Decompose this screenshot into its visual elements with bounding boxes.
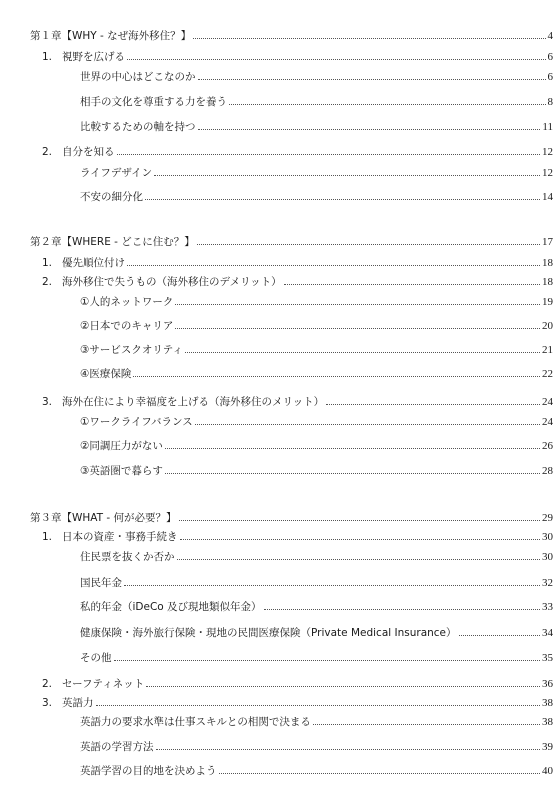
toc-dot-leader [179,519,540,521]
toc-entry-number: 1. [42,51,53,63]
toc-page-number: 11 [542,121,553,133]
toc-subsection-entry [80,577,553,590]
toc-section-entry [42,146,553,159]
toc-entry-title: 世界の中心はどこなのか [80,71,196,83]
toc-section-entry [42,51,553,64]
toc-entry-title: 優先順位付け [62,257,125,269]
toc-entry-title: ④医療保険 [80,368,132,380]
toc-page-number: 40 [542,765,553,777]
toc-entry-title: 日本の資産・事務手続き [62,531,178,543]
toc-page-number: 35 [542,652,553,664]
toc-subsection-entry [80,716,553,729]
toc-page-number: 32 [542,577,553,589]
toc-entry-title: ③サービスクオリティ [80,344,183,356]
toc-entry-title: ライフデザイン [80,167,153,179]
toc-page-number: 8 [547,96,553,108]
toc-entry-number: 3. [42,396,53,408]
toc-section-entry [42,531,553,544]
toc-dot-leader [284,283,540,285]
toc-dot-leader [146,685,540,687]
toc-page-number: 6 [547,71,553,83]
toc-entry-number: 3. [42,697,53,709]
toc-entry-title: その他 [80,652,112,664]
toc-page-number: 24 [542,396,553,408]
toc-page-number: 19 [542,296,553,308]
toc-entry-title: 住民票を抜くか否か [80,551,175,563]
toc-entry-title: 英語力の要求水準は仕事スキルとの相関で決まる [80,716,311,728]
toc-chapter-entry [30,30,553,43]
toc-dot-leader [313,723,540,725]
toc-entry-number: 2. [42,678,53,690]
toc-subsection-entry [80,416,553,429]
toc-entry-title: 健康保険・海外旅行保険・現地の民間医療保険（Private Medical Insurance） [80,627,457,639]
toc-entry-title: ①ワークライフバランス [80,416,193,428]
toc-page-number: 21 [542,344,553,356]
toc-page-number: 29 [542,512,553,524]
toc-entry-title: 私的年金（iDeCo 及び現地類似年金） [80,601,262,613]
toc-page-number: 12 [542,167,553,179]
toc-subsection-entry [80,167,553,180]
toc-subsection-entry [80,191,553,204]
toc-dot-leader [185,351,540,353]
toc-page-number: 34 [542,627,553,639]
toc-entry-title: 第１章【WHY - なぜ海外移住？】 [30,30,192,42]
toc-subsection-entry [80,465,553,478]
toc-dot-leader [219,772,541,774]
toc-entry-title: 英語力 [62,697,94,709]
toc-dot-leader [198,128,541,130]
toc-dot-leader [195,423,540,425]
toc-entry-number: 1. [42,531,53,543]
toc-dot-leader [114,659,541,661]
toc-section-entry [42,396,553,409]
toc-page-number: 22 [542,368,553,380]
toc-entry-title: 英語学習の目的地を決めよう [80,765,217,777]
toc-subsection-entry [80,551,553,564]
toc-entry-title: 英語の学習方法 [80,741,154,753]
toc-subsection-entry [80,320,553,333]
toc-page-number: 33 [542,601,553,613]
toc-dot-leader [229,103,546,105]
toc-dot-leader [175,303,540,305]
toc-entry-title: ①人的ネットワーク [80,296,174,308]
toc-dot-leader [96,704,541,706]
toc-entry-title: 第３章【WHAT - 何が必要？】 [30,512,177,524]
toc-section-entry [42,697,553,710]
toc-section-entry [42,276,553,289]
toc-page-number: 20 [542,320,553,332]
toc-subsection-entry [80,121,553,134]
toc-dot-leader [145,198,540,200]
toc-page-number: 38 [542,716,553,728]
toc-subsection-entry [80,652,553,665]
toc-dot-leader [264,608,540,610]
toc-subsection-entry [80,296,553,309]
toc-entry-title: 比較するための軸を持つ [80,121,196,133]
toc-page-number: 12 [542,146,553,158]
toc-entry-title: 国民年金 [80,577,122,589]
toc-entry-number: 1. [42,257,53,269]
toc-page-number: 30 [542,551,553,563]
toc-entry-number: 2. [42,146,53,158]
toc-subsection-entry [80,741,553,754]
toc-page-number: 24 [542,416,553,428]
toc-page-number: 39 [542,741,553,753]
toc-subsection-entry [80,71,553,84]
toc-entry-title: ②日本でのキャリア [80,320,174,332]
toc-subsection-entry [80,344,553,357]
toc-subsection-entry [80,601,553,614]
toc-dot-leader [197,243,540,245]
toc-dot-leader [127,58,546,60]
toc-entry-title: ②同調圧力がない [80,440,163,452]
toc-dot-leader [326,403,540,405]
toc-dot-leader [459,634,540,636]
toc-dot-leader [175,327,540,329]
toc-page-number: 26 [542,440,553,452]
toc-dot-leader [180,538,541,540]
toc-dot-leader [165,447,540,449]
toc-dot-leader [165,472,540,474]
toc-entry-title: セーフティネット [62,678,145,690]
toc-page-number: 28 [542,465,553,477]
toc-subsection-entry [80,765,553,778]
toc-page-number: 17 [542,236,553,248]
toc-page-number: 18 [542,276,553,288]
toc-entry-title: 海外在住により幸福度を上げる（海外移住のメリット） [62,396,325,408]
toc-dot-leader [198,78,546,80]
toc-dot-leader [133,375,540,377]
toc-chapter-entry [30,512,553,525]
toc-entry-title: ③英語圏で暮らす [80,465,163,477]
toc-entry-title: 不安の細分化 [80,191,143,203]
toc-entry-title: 相手の文化を尊重する力を養う [80,96,227,108]
toc-page-number: 38 [542,697,553,709]
toc-dot-leader [117,153,541,155]
toc-dot-leader [127,264,540,266]
toc-subsection-entry [80,96,553,109]
toc-dot-leader [154,174,540,176]
toc-subsection-entry [80,368,553,381]
toc-page-number: 6 [547,51,553,63]
toc-dot-leader [193,37,545,39]
toc-section-entry [42,678,553,691]
toc-dot-leader [156,748,541,750]
toc-chapter-entry [30,236,553,249]
toc-subsection-entry [80,440,553,453]
toc-page-number: 36 [542,678,553,690]
toc-entry-title: 海外移住で失うもの（海外移住のデメリット） [62,276,282,288]
toc-dot-leader [177,558,541,560]
toc-subsection-entry [80,627,553,640]
toc-entry-title: 視野を広げる [62,51,125,63]
toc-entry-title: 第２章【WHERE - どこに住む？】 [30,236,195,248]
toc-dot-leader [124,584,540,586]
toc-section-entry [42,257,553,270]
toc-page-number: 14 [542,191,553,203]
toc-entry-number: 2. [42,276,53,288]
toc-page-number: 18 [542,257,553,269]
toc-entry-title: 自分を知る [62,146,115,158]
toc-page-number: 4 [547,30,553,42]
toc-page-number: 30 [542,531,553,543]
